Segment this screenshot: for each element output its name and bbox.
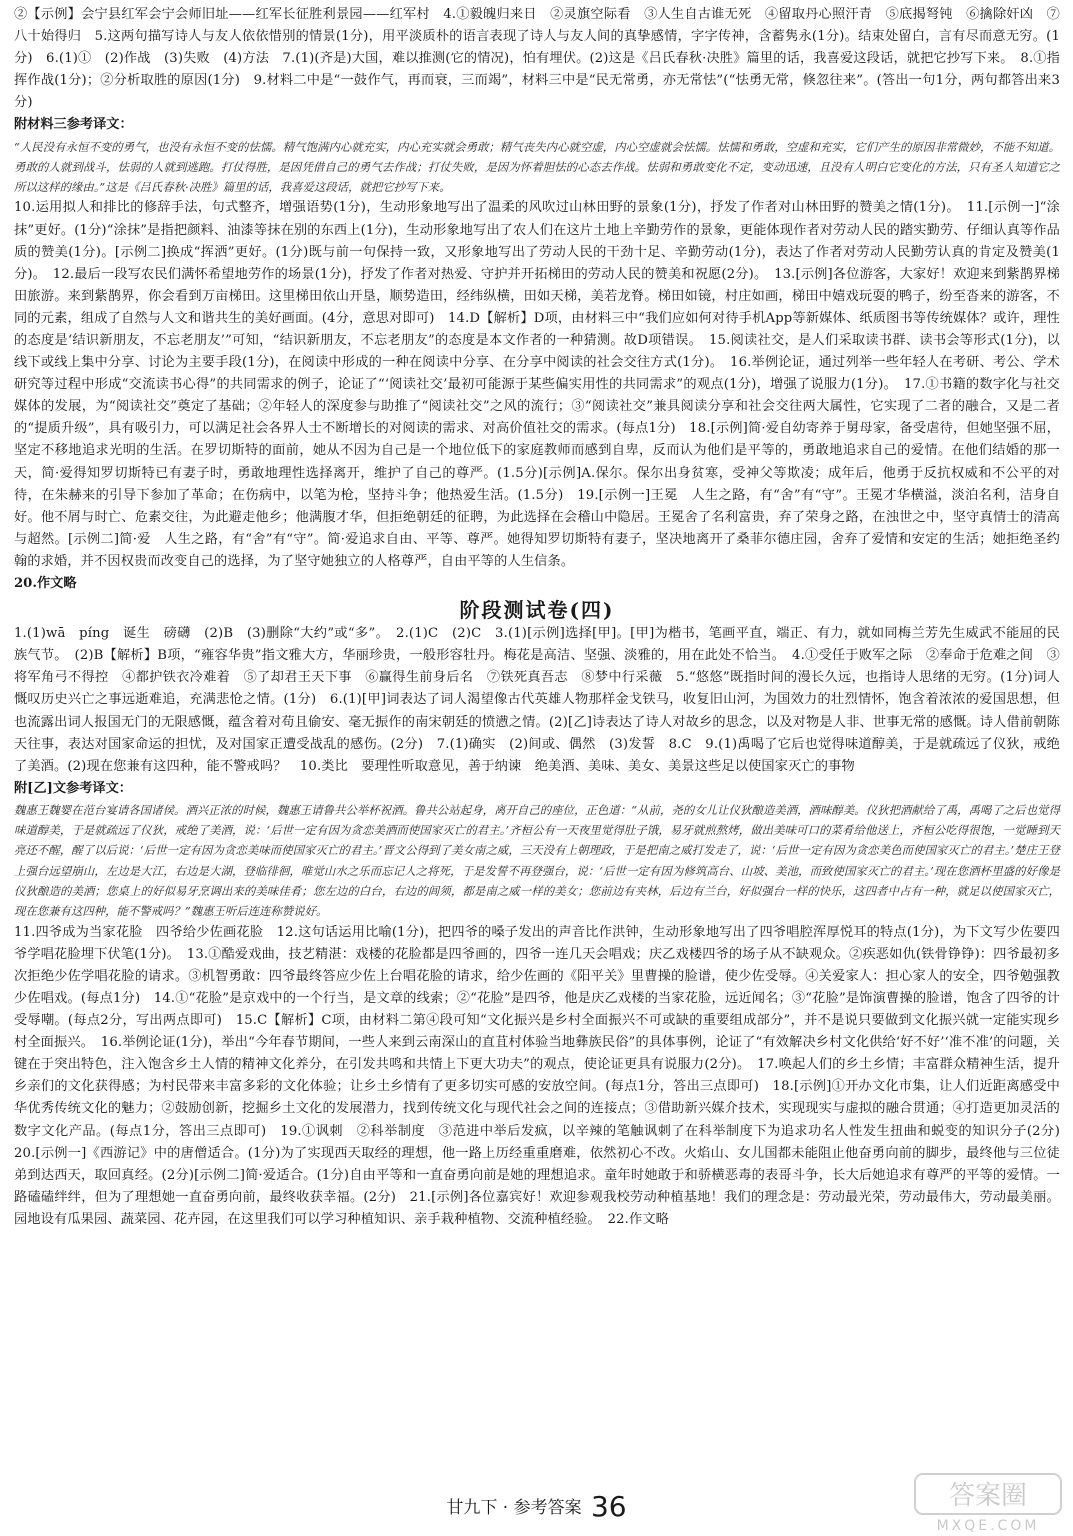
answer-paragraph: 10.运用拟人和排比的修辞手法，句式整齐，增强语势(1分)，生动形象地写出了温柔的风吹过山林田野的景象(1分)，抒发了作者对山林田野的赞美之情(1分)。 11.[示例一]“涂抹”更好。(1分)“涂抹”是指把颜料、油漆等抹在别的东西上(1分)，生动形象地写出了农人们在这片土地上辛勤劳作的景象，更能体现作者对劳动人民的踏实勤劳、仔细认真等作品质的赞美(1分)。[示例二]换成“挥洒”更好。(1分)既与前一句保持一致，又形象地写出了劳动人民的干劲十足、辛勤劳动(1分)，表达了作者对劳动人民勤劳认真的肯定及赞美(1分)。 12.最后一段写农民们满怀希望地劳作的场景(1分)，抒发了作者对热爱、守护并开拓梯田的劳动人民的赞美和祝愿(2分)。 13.[示例]各位游客，大家好！欢迎来到紫鹊界梯田旅游。来到紫鹊界，你会看到万亩梯田。这里梯田依山开垦，顺势造田，经纬纵横，田如天梯，美若龙脊。梯田如镜，村庄如画，梯田中嬉戏玩耍的鸭子，纷至沓来的游客，不同的元素，组成了自然与人文和谐共生的美好画面。(4分，意思对即可) 14.D【解析】D项，由材料三中“我们应如何对待手机App等新媒体、纸质图书等传统媒体？或许，理性的态度是‘结识新朋友，不忘老朋友’”可知，“结识新朋友，不忘老朋友”的态度是本文作者的一种猜测。故D项错误。 15.阅读社交，是人们采取读书群、读书会等形式(1分)，以线下或线上集中分享、讨论为主要手段(1分)，在阅读中形成的一种在阅读中分享、在分享中阅读的社会交往方式(1分)。 16.举例论证，通过列举一些年轻人在考研、考公、学术研究等过程中形成“交流读书心得”的共同需求的例子，论证了“‘阅读社交’最初可能源于某些偏实用性的共同需求”的观点(1分)，增强了说服力(1分)。 17.①书籍的数字化与社交媒体的发展，为“阅读社交”奠定了基础；②年轻人的深度参与助推了“阅读社交”之风的流行；③“阅读社交”兼具阅读分享和社会交往两大属性，它实现了二者的融合，又是二者的“提质升级”，具有吸引力，可以满足社会各界人士不断增长的对阅读的需求、对高价值社交的需求。(每点1分) 18.[示例]简·爱自幼寄养于舅母家，备受虐待，但她坚强不屈，坚定不移地追求光明的生活。在罗切斯特的面前，她从不因为自己是一个地位低下的家庭教师而感到自卑，反而认为他们是平等的，勇敢地追求自己的爱情。在他们结婚的那一天，简·爱得知罗切斯特已有妻子时，勇敢地理性选择离开，维护了自己的尊严。(1.5分)[示例]A.保尔。保尔出身贫寒，受神父等欺凌；成年后，他勇于反抗权威和不公平的对待，在朱赫来的引导下参加了革命；在伤病中，以笔为枪，坚持斗争；他热爱生活。(1.5分) 19.[示例一]王冕 人生之路，有“舍”有“守”。王冕才华横溢，淡泊名利，洁身自好。他不屑与时亡、危素交往，为此避走他乡；他满腹才华，但拒绝朝廷的征聘，为此选择在会稽山中隐居。王冕舍了名利富贵，弃了荣身之路，在浊世之中，坚守真情士的清高与超然。[示例二]简·爱 人生之路，有“舍”有“守”。简·爱追求自由、平等、尊严。她得知罗切斯特有妻子，坚决地离开了桑菲尔德庄园，舍弃了爱情和安定的生活；她拒绝圣约翰的求婚，并不因权贵而改变自己的选择，为了坚守她独立的人格尊严，自由平等的人生信条。 [14,200,1060,569]
watermark-text: 答案圈 [948,1481,1028,1511]
answer-paragraph: 11.四爷成为当家花脸 四爷给少佐画花脸 12.这句话运用比喻(1分)，把四爷的嗓子发出的声音比作洪钟，生动形象地写出了四爷唱腔浑厚悦耳的特点(1分)，为下文写少佐要四爷学唱花脸埋下伏笔(1分)。 13.①酷爱戏曲，技艺精湛：戏楼的花脸都是四爷画的，四爷一连几天会唱戏；庆乙戏楼四爷的场子从不缺观众。②疾恶如仇(铁骨铮铮)：四爷最初多次拒绝少佐学唱花脸的请求。③机智勇敢：四爷最终答应少佐上台唱花脸的请求，给少佐画的《阳平关》里曹操的脸谱，使少佐受辱。④关爱家人：担心家人的安全，四爷勉强教少佐唱戏。(每点1分) 14.①“花脸”是京戏中的一个行当，是文章的线索；②“花脸”是四爷，他是庆乙戏楼的当家花脸，远近闻名；③“花脸”是饰演曹操的脸谱，饱含了四爷的计受辱嘲。(每点2分，写出两点即可) 15.C【解析】C项，由材料二第④段可知“文化振兴是乡村全面振兴不可或缺的重要组成部分”，并不是说只要做到文化振兴就一定能实现乡村全面振兴。 16.举例论证(1分)，举出“今年春节期间，一些人来到云南深山的直苴村体验当地彝族民俗”的具体事例，论证了“有效解决乡村文化供给‘好不好’‘准不准’的问题，关键在于突出特色，注入饱含乡土人情的精神文化养分，在引发共鸣和共情上下更大功夫”的观点，使论证更具有说服力(2分)。 17.唤起人们的乡土乡情；丰富群众精神生活，提升乡亲们的文化获得感；为村民带来丰富多彩的文化体验；让乡土乡情有了更多切实可感的安放空间。(每点1分，答出三点即可) 18.[示例]①开办文化市集，让人们近距离感受中华优秀传统文化的魅力；②鼓励创新，挖掘乡土文化的发展潜力，找到传统文化与现代社会之间的连接点；③借助新兴媒介技术，实现现实与虚拟的融合贯通；④打造更加灵活的数字文化产品。(每点1分，答出三点即可) 19.①讽刺 ②科举制度 ③范进中举后发疯，以辛辣的笔触讽刺了在科举制度下为追求功名人性发生扭曲和蜕变的知识分子(2分) 20.[示例一]《西游记》中的唐僧适合。(1分)为了实现西天取经的理想，他一路上历经重重磨难，依然初心不改。火焰山、女儿国都未能阻止他奋勇向前的脚步，最终他与三位徒弟到达西天，取回真经。(2分)[示例二]简·爱适合。(1分)自由平等和一直奋勇向前是她的理想追求。童年时她敢于和骄横恶毒的表哥斗争，长大后她追求有尊严的平等的爱情。一路磕磕绊绊，但为了理想她一直奋勇向前，最终收获幸福。(2分) 21.[示例]各位嘉宾好！欢迎参观我校劳动种植基地！我们的理念是：劳动最光荣，劳动最伟大，劳动最美丽。园地设有瓜果园、蔬菜园、花卉园，在这里我们可以学习种植知识、亲手栽种植物、交流种植经验。 22.作文略 [14,924,1073,1227]
section-heading: 附材料三参考译文： [14,117,133,133]
section-title: 阶段测试卷(四) [459,598,615,623]
watermark-logo-icon [913,1472,1063,1534]
page-number: 36 [590,1490,627,1523]
answer-paragraph: 1.(1)wā píng 诞生 磅礴 (2)B (3)删除“大约”或“多”。 2.(1)C (2)C 3.(1)[示例]选择[甲]。[甲]为楷书，笔画平直，端正、有力，就如同梅兰芳先生威武不能屈的民族气节。 (2)B【解析】B项，“雍容华贵”指文雅大方，华丽珍贵，一般形容牡丹。梅花是高洁、坚强、淡雅的，用在此处不恰当。 4.①受任于败军之际 ②奉命于危难之间 ③将军角弓不得控 ④都护铁衣冷难着 ⑤了却君王天下事 ⑥赢得生前身后名 ⑦铁死真吾志 ⑧梦中行采薇 5.“悠悠”既指时间的漫长久远，也指诗人思绪的无穷。(1分)词人慨叹历史兴亡之事远逝难追，充满悲怆之情。(1分) 6.(1)[甲]词表达了词人渴望像古代英雄人物那样金戈铁马，收复旧山河，为国效力的壮烈情怀，饱含着浓浓的爱国思想，但也流露出词人报国无门的无限感慨，蕴含着对苟且偷安、毫无振作的南宋朝廷的愤懑之情。(2)[乙]诗表达了诗人对故乡的思念，以及对物是人非、世事无常的感慨。诗人借前朝陈天往事，表达对国家命运的担忧，及对国家正遭受战乱的感伤。(2分) 7.(1)确实 (2)间或、偶然 (3)发誓 8.C 9.(1)禹喝了它后也觉得味道醇美，于是就疏远了仪狄，戒绝了美酒。(2)现在您兼有这四种，能不警戒吗？ 10.类比 要理性听取意见，善于纳谏 绝美酒、美味、美女、美景这些足以使国家灭亡的事物 [14,626,1060,774]
translation-paragraph: “人民没有永恒不变的勇气，也没有永恒不变的怯懦。精气饱满内心就充实，内心充实就会勇敢；精气丧失内心就空虚，内心空虚就会怯懦。怯懦和勇敢，空虚和充实，它们产生的原因非常微妙，不能不知道。勇敢的人就到战斗，怯弱的人就到逃跑。打仗得胜，是因凭借自己的勇气去作战；打仗失败，是因为怀着胆怯的心态去作战。怯弱和勇敢变化不定，变动迅速，且没有人明白它变化的方法，只有圣人知道它之所以这样的缘由。”这是《吕氏春秋·决胜》篇里的话，我喜爱这段话，就把它抄写下来。 [14,139,1060,195]
section-heading: 20.作文略 [14,576,77,592]
section-heading: 附[乙]文参考译文： [14,780,132,796]
watermark-url: MXQE.COM [936,1518,1040,1534]
footer-label: 甘九下 · 参考答案 [446,1498,582,1518]
answer-paragraph: ②【示例】会宁县红军会宁会师旧址——红军长征胜利景园——红军村 4.①毅魄归来日 ②灵旗空际看 ③人生自古谁无死 ④留取丹心照汗青 ⑤底揭弩钝 ⑥擒除奸凶 ⑦八十始得归 5.这两句描写诗人与友人依依惜别的情景(1分)，用平淡质朴的语言表现了诗人与友人间的真挚感情，字字传神，含蓄隽永(1分)。结束处留白，言有尽而意无穷。(1分) 6.(1)① (2)作战 (3)失败 (4)方法 7.(1)(齐是)大国，难以推测(它的情况)，怕有埋伏。(2)这是《吕氏春秋·决胜》篇里的话，我喜爱这段话，就把它抄写下来。 8.①指挥作战(1分)；②分析取胜的原因(1分) 9.材料二中是“一鼓作气，再而衰，三而竭”，材料三中是“民无常勇，亦无常怯”(“怯勇无常，倏忽往来”。(答出一句1分，两句都答出来3分) [14,7,1060,111]
answer-page [14,4,1073,1231]
translation-paragraph: 魏惠王魏婴在范台宴请各国诸侯。酒兴正浓的时候，魏惠王请鲁共公举杯祝酒。鲁共公站起身，离开自己的座位，正色道：“从前，尧的女儿让仪狄酿造美酒，酒味醇美。仪狄把酒献给了禹，禹喝了之后也觉得味道醇美，于是就疏远了仪狄，戒绝了美酒，说：‘后世一定有因为贪恋美酒而使国家灭亡的君主。’齐桓公有一天夜里觉得肚子饿，易牙就煎熬烤，做出美味可口的菜肴给他送上，齐桓公吃得很饱，一觉睡到天亮还不醒，醒了以后说：‘后世一定有因为贪恋美味而使国家灭亡的君主。’晋文公得到了美女南之威，三天没有上朝理政，于是把南之威打发走了，说：‘后世一定有因为贪恋美色而使国家灭亡的君主。’楚庄王登上强台远望崩山，左边是大江，右边是大湖，登临徘徊，唯觉山水之乐而忘记人之将死，于是发誓不再登强台，说：‘后世一定有因为修筑高台、山坡、美池，而致使国家灭亡的君主。’现在您酒杯里盛的好像是仪狄酿造的美酒；您桌上的好似易牙烹调出来的美味佳肴；您左边的白台，右边的闾须，都是南之威一样的美女；您前边有夹林，后边有兰台，好似强台一样的快乐，这四者中占有一种，就足以使国家灭亡，现在您兼有这四种，能不警戒吗？”魏惠王听后连连称赞说好。 [14,802,1060,919]
